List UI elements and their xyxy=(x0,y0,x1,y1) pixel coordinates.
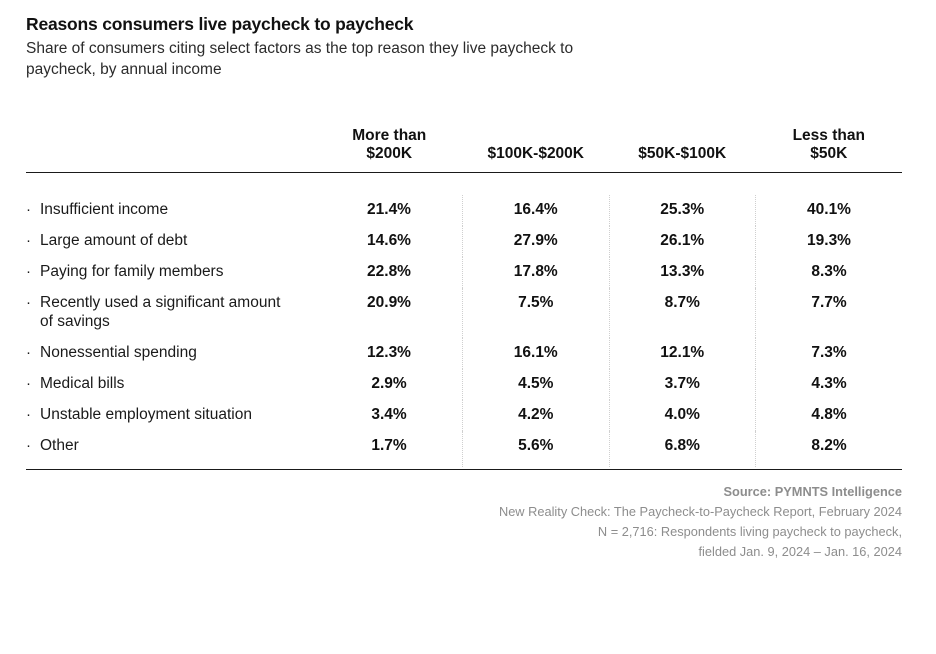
cell-value: 16.1% xyxy=(463,338,610,369)
row-label xyxy=(26,369,316,400)
row-label-text: Unstable employment situation xyxy=(40,405,252,423)
page-subtitle: Share of consumers citing select factors as the top reason they live paycheck to paycheck, by annual income xyxy=(26,39,574,78)
table-row xyxy=(26,226,902,257)
row-label xyxy=(26,226,316,257)
table-spacer-cell xyxy=(26,173,902,196)
bottom-divider xyxy=(26,469,902,470)
row-label-text: Medical bills xyxy=(40,374,125,392)
column-header-less-than-50k xyxy=(756,127,903,173)
column-header-line-1: $50K-$100K xyxy=(638,145,727,162)
row-label-text: Large amount of debt xyxy=(40,232,188,250)
cell-value: 17.8% xyxy=(463,257,610,288)
bullet-icon: · xyxy=(26,343,31,361)
table-row xyxy=(26,288,902,338)
bullet-icon: · xyxy=(26,263,31,281)
bullet-icon: · xyxy=(26,436,31,454)
cell-value: 12.3% xyxy=(367,343,411,361)
cell-value: 14.6% xyxy=(367,232,411,250)
row-label xyxy=(26,195,316,226)
cell-value: 3.7% xyxy=(609,369,756,400)
cell-value: 21.4% xyxy=(367,201,411,219)
row-label xyxy=(26,431,316,468)
cell-value: 8.2% xyxy=(756,431,903,468)
row-label xyxy=(26,400,316,431)
table-row xyxy=(26,338,902,369)
cell-value: 19.3% xyxy=(756,226,903,257)
cell-value: 13.3% xyxy=(609,257,756,288)
column-header-line-2: $200K xyxy=(366,145,413,162)
table-spacer-row xyxy=(26,173,902,196)
table-corner-cell xyxy=(26,127,316,173)
cell-value: 7.5% xyxy=(463,288,610,338)
cell-value: 40.1% xyxy=(756,195,903,226)
bullet-icon: · xyxy=(26,405,31,423)
cell-value: 4.3% xyxy=(756,369,903,400)
cell-value: 8.3% xyxy=(756,257,903,288)
column-header-50k-100k xyxy=(609,127,756,173)
data-table xyxy=(26,127,902,468)
table-row xyxy=(26,369,902,400)
row-label-text: Paying for family members xyxy=(40,263,224,281)
column-header-100k-200k xyxy=(463,127,610,173)
cell-value: 7.7% xyxy=(756,288,903,338)
page-title: Reasons consumers live paycheck to paycheck xyxy=(26,14,414,34)
table-row xyxy=(26,257,902,288)
row-label xyxy=(26,338,316,369)
cell-value: 26.1% xyxy=(609,226,756,257)
row-label xyxy=(26,257,316,288)
bullet-icon: · xyxy=(26,201,31,219)
cell-value: 25.3% xyxy=(609,195,756,226)
cell-value: 22.8% xyxy=(367,263,411,281)
cell-value: 6.8% xyxy=(609,431,756,468)
row-label-text: Nonessential spending xyxy=(40,343,197,361)
row-label-text: Insufficient income xyxy=(40,201,169,219)
row-label xyxy=(26,288,316,338)
column-header-line-1: Less than xyxy=(792,126,865,144)
cell-value: 20.9% xyxy=(367,294,411,311)
cell-value: 16.4% xyxy=(463,195,610,226)
cell-value: 5.6% xyxy=(463,431,610,468)
row-label-text: Other xyxy=(40,436,79,454)
cell-value: 4.0% xyxy=(609,400,756,431)
table-row xyxy=(26,400,902,431)
table-body xyxy=(26,173,902,468)
fielded-line: fielded Jan. 9, 2024 – Jan. 16, 2024 xyxy=(698,543,902,559)
cell-value: 4.2% xyxy=(463,400,610,431)
column-header-line-1: More than xyxy=(352,126,427,144)
sample-line: N = 2,716: Respondents living paycheck to paycheck, xyxy=(597,524,902,540)
column-header-line-2: $50K xyxy=(810,145,848,162)
cell-value: 8.7% xyxy=(609,288,756,338)
cell-value: 4.8% xyxy=(756,400,903,431)
table-row xyxy=(26,431,902,468)
bullet-icon: · xyxy=(26,294,31,311)
cell-value: 4.5% xyxy=(463,369,610,400)
bullet-icon: · xyxy=(26,232,31,250)
source-block xyxy=(26,482,902,561)
cell-value: 7.3% xyxy=(756,338,903,369)
bullet-icon: · xyxy=(26,374,31,392)
cell-value: 3.4% xyxy=(371,405,407,423)
row-label-text: Recently used a significant amount of savings xyxy=(40,294,281,330)
cell-value: 12.1% xyxy=(609,338,756,369)
table-header xyxy=(26,127,902,173)
cell-value: 2.9% xyxy=(371,374,407,392)
column-header-line-1: $100K-$200K xyxy=(487,145,584,162)
report-line: New Reality Check: The Paycheck-to-Paycheck Report, February 2024 xyxy=(498,504,902,520)
source-line: Source: PYMNTS Intelligence xyxy=(723,484,902,500)
table-row xyxy=(26,195,902,226)
cell-value: 1.7% xyxy=(371,436,407,454)
column-header-more-than-200k xyxy=(316,127,463,173)
cell-value: 27.9% xyxy=(463,226,610,257)
